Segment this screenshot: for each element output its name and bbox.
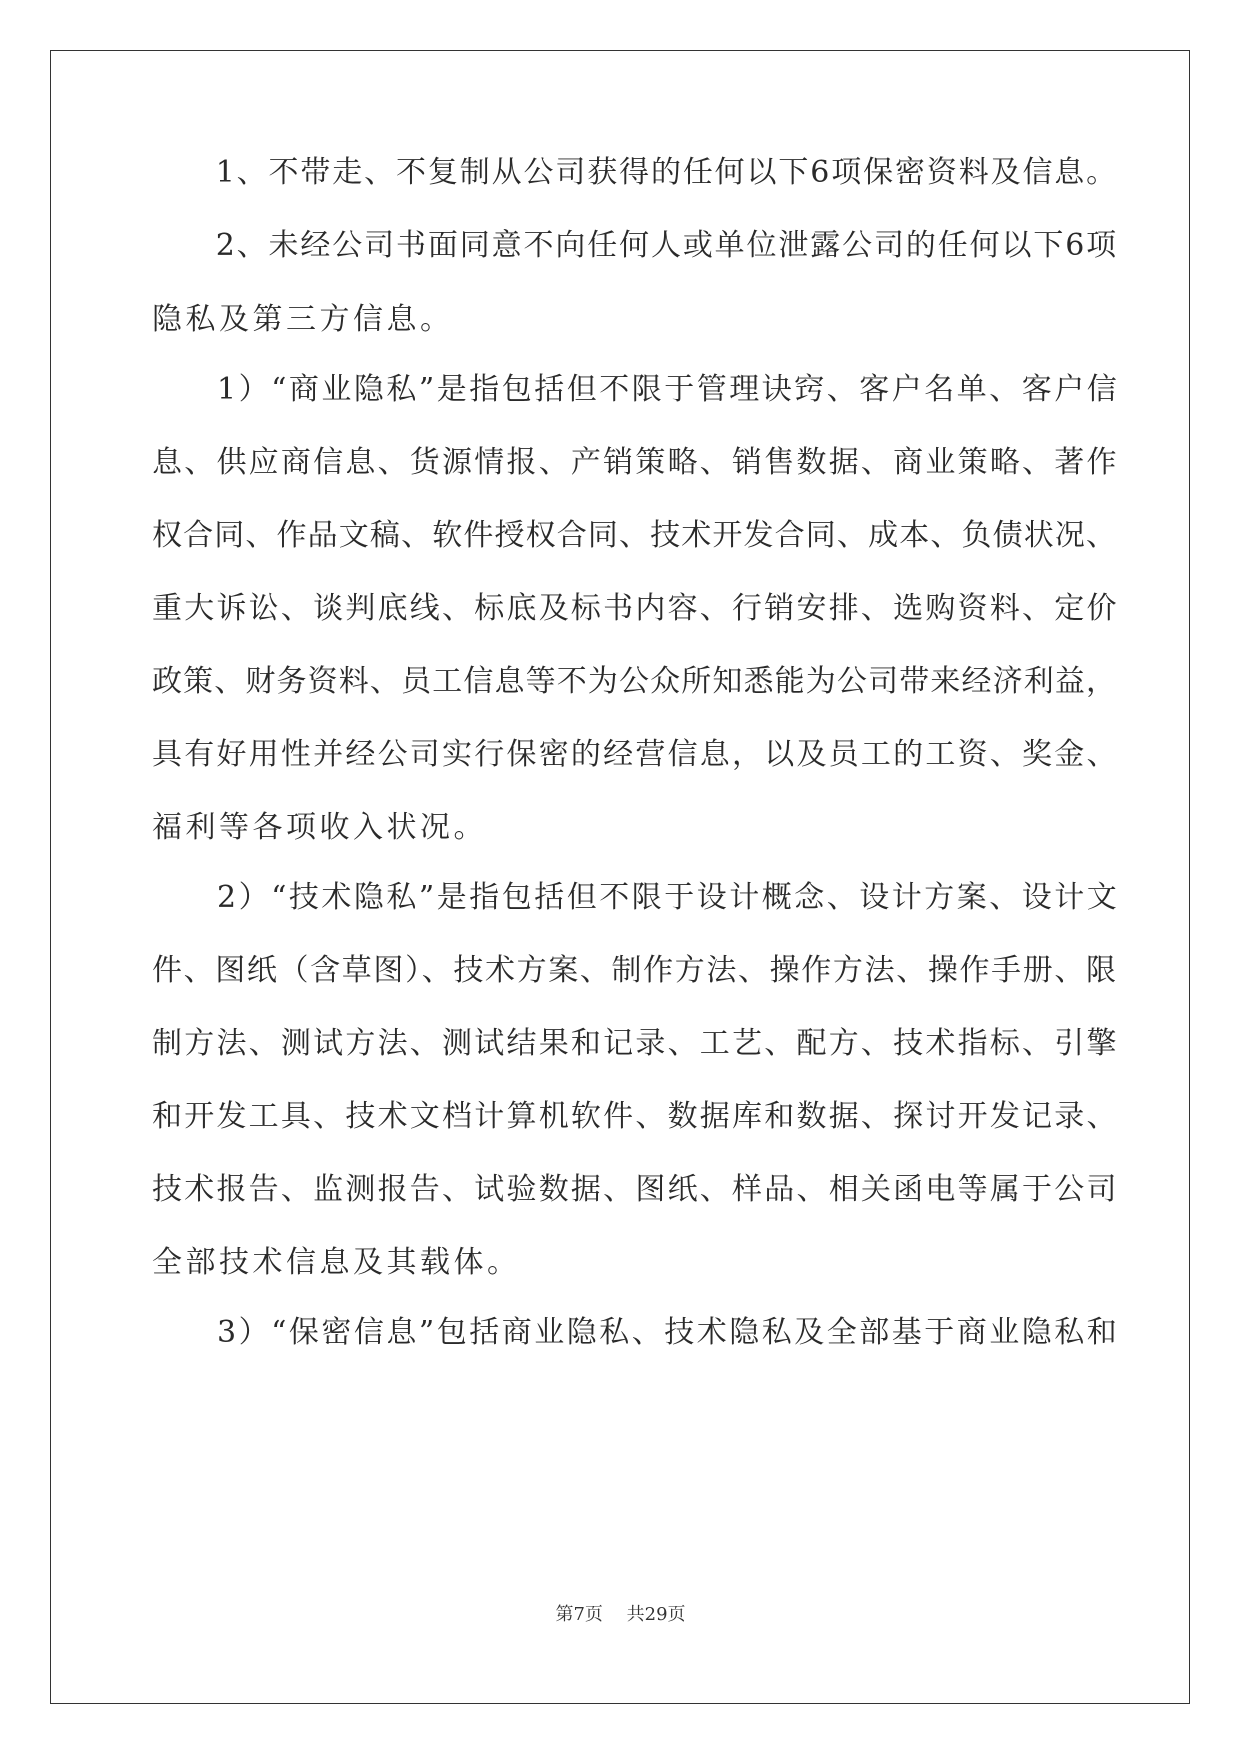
text-line: 技术报告、监测报告、试验数据、图纸、样品、相关函电等属于公司 <box>152 1172 1119 1207</box>
page-border <box>50 50 1190 1704</box>
text-line: 1）“商业隐私”是指包括但不限于管理诀窍、客户名单、客户信 <box>152 372 1120 407</box>
text-line: 件、图纸（含草图）、技术方案、制作方法、操作方法、操作手册、限 <box>152 953 1118 988</box>
text-line: 1、不带走、不复制从公司获得的任何以下6项保密资料及信息。 <box>152 155 1119 190</box>
text-line: 制方法、测试方法、测试结果和记录、工艺、配方、技术指标、引擎 <box>152 1026 1119 1061</box>
text-line: 全部技术信息及其载体。 <box>152 1245 521 1280</box>
text-line: 2）“技术隐私”是指包括但不限于设计概念、设计方案、设计文 <box>152 880 1120 915</box>
text-line: 福利等各项收入状况。 <box>152 810 487 845</box>
text-line: 隐私及第三方信息。 <box>152 302 454 337</box>
text-line: 息、供应商信息、货源情报、产销策略、销售数据、商业策略、著作 <box>152 445 1119 480</box>
text-line: 重大诉讼、谈判底线、标底及标书内容、行销安排、选购资料、定价 <box>152 591 1119 626</box>
text-line: 和开发工具、技术文档计算机软件、数据库和数据、探讨开发记录、 <box>152 1099 1119 1134</box>
text-line: 具有好用性并经公司实行保密的经营信息，以及员工的工资、奖金、 <box>152 737 1119 772</box>
text-line: 权合同、作品文稿、软件授权合同、技术开发合同、成本、负债状况、 <box>152 518 1118 553</box>
page-number-footer: 第7页 共29页 <box>555 1604 686 1625</box>
text-line: 2、未经公司书面同意不向任何人或单位泄露公司的任何以下6项 <box>152 228 1119 263</box>
text-line: 3）“保密信息”包括商业隐私、技术隐私及全部基于商业隐私和 <box>152 1315 1120 1350</box>
text-line: 政策、财务资料、员工信息等不为公众所知悉能为公司带来经济利益， <box>152 664 1118 699</box>
